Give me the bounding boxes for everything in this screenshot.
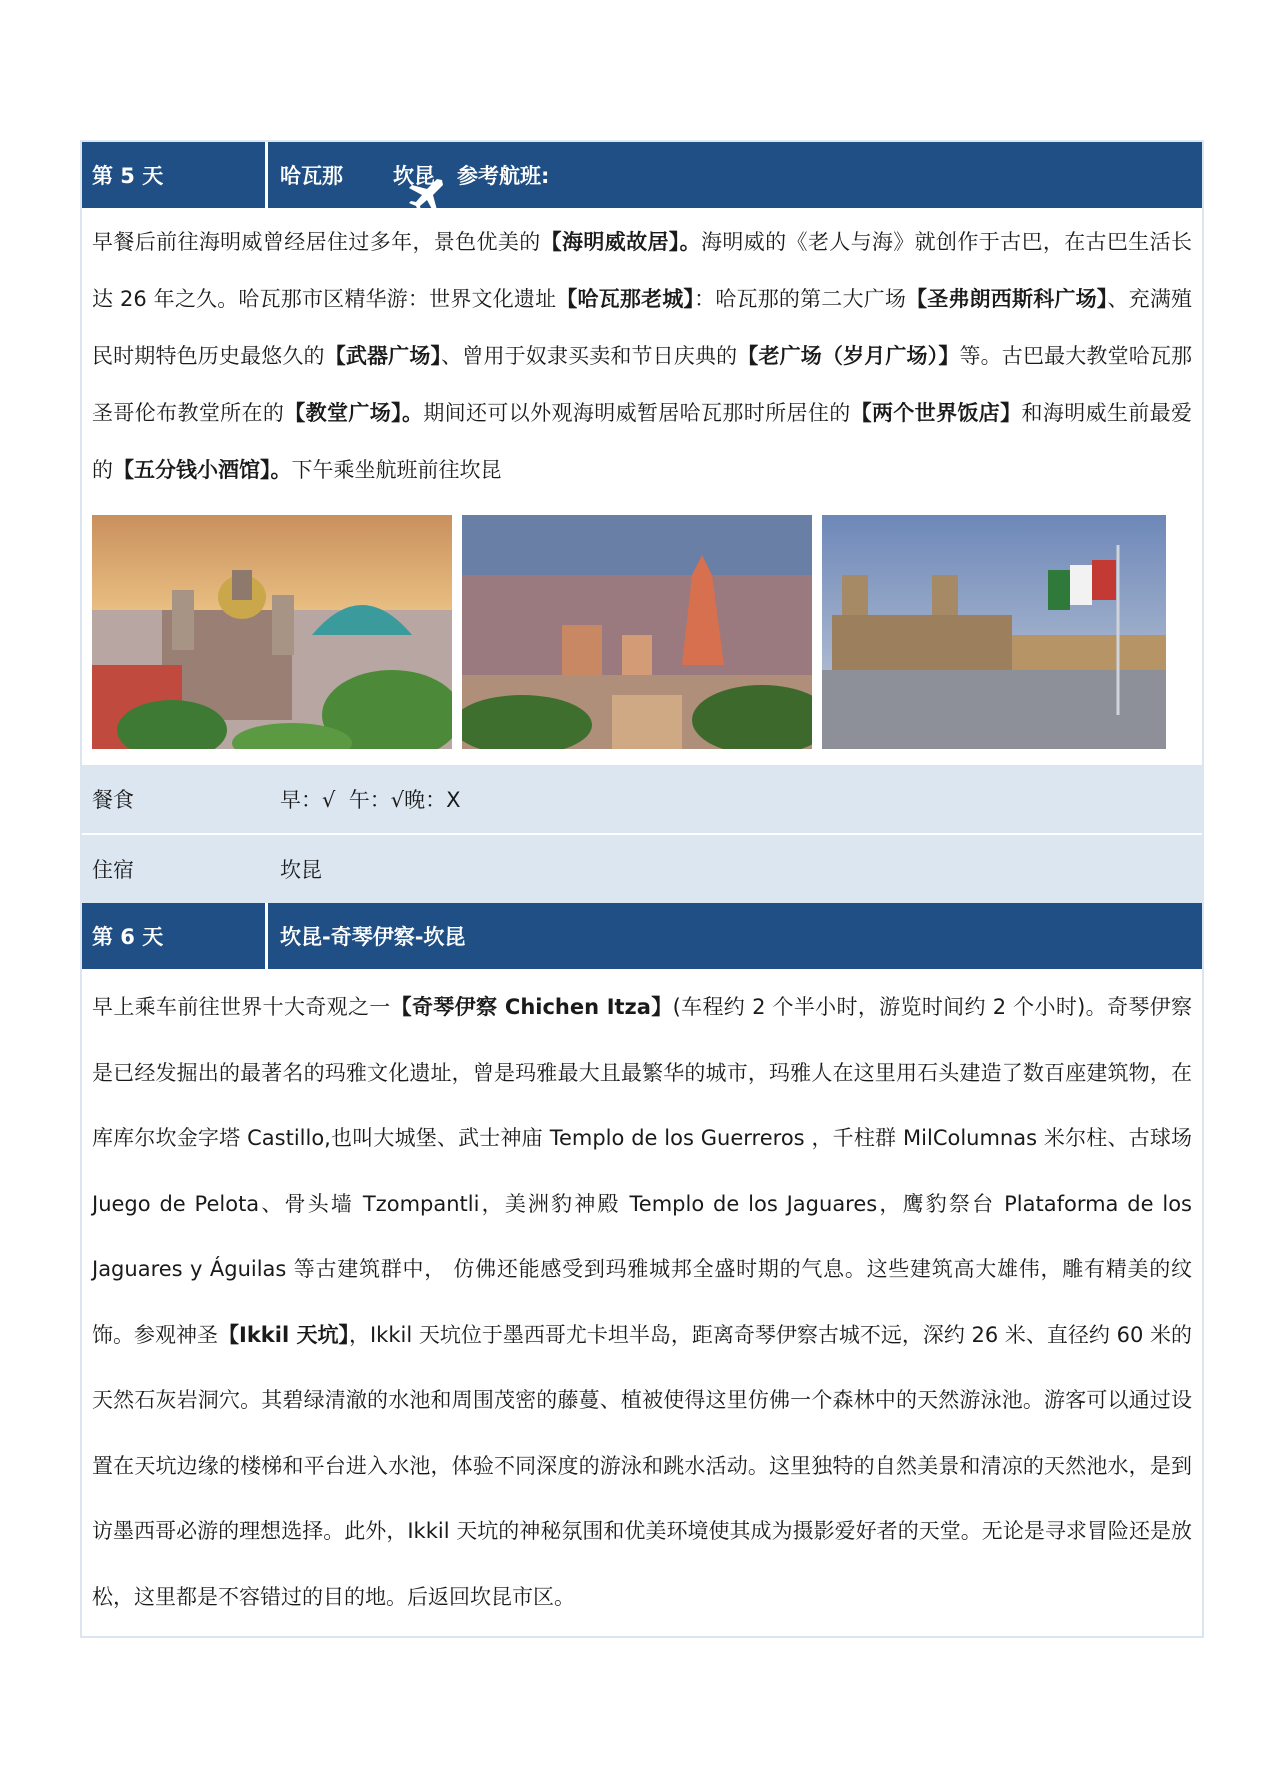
- airplane-icon: [347, 152, 387, 192]
- day5-description: [82, 208, 1202, 509]
- highlight-text: 【两个世界饭店】: [850, 401, 1022, 425]
- photo-basilica: [92, 515, 452, 749]
- body-text: ：哈瓦那的第二大广场: [694, 287, 907, 311]
- itinerary-table: [80, 140, 1204, 1638]
- body-text: 期间还可以外观海明威暂居哈瓦那时所居住的: [423, 401, 851, 425]
- highlight-text: 【武器广场】: [324, 344, 442, 368]
- hotel-label: 住宿: [92, 858, 134, 882]
- body-text: 等。古巴最大教堂哈瓦那圣哥伦布教堂所在的: [92, 344, 1193, 425]
- body-text: 下午乘坐航班前往坎昆: [291, 458, 502, 482]
- day6-label: 第 6 天: [82, 903, 268, 969]
- highlight-text: 【奇琴伊察 Chichen Itza】: [390, 995, 673, 1019]
- body-text: ，Ikkil 天坑位于墨西哥尤卡坦半岛，距离奇琴伊察古城不远，深约 26 米、直径约 60 米的天然石灰岩洞穴。其碧绿清澈的水池和周围茂密的藤蔓、植被使得这里仿佛一个森林中的天然游泳池。游客可以通过设置在天坑边缘的楼梯和平台进入水池，体验不同深度的游泳和跳水活动。这里独特的自然美景和清凉的天然池水，是到访墨西哥必游的理想选择。此外，Ikkil 天坑的神秘氛围和优美环境使其成为摄影爱好者的天堂。无论是寻求冒险还是放松，这里都是不容错过的目的地。后返回坎昆市区。: [92, 1322, 1193, 1609]
- day5-hotel-row: [82, 833, 1202, 903]
- photo-strip: [82, 509, 1202, 763]
- flight-reference: 参考航班:: [457, 164, 550, 188]
- highlight-text: 【圣弗朗西斯科广场】: [906, 287, 1108, 311]
- body-text: 和海明威生前最爱的: [92, 401, 1193, 482]
- highlight-text: 【哈瓦那老城】: [556, 287, 695, 311]
- day6-header: [82, 903, 1202, 969]
- day5-label: 第 5 天: [82, 142, 268, 208]
- body-text: 海明威的《老人与海》就创作于古巴，在古巴生活长达 26 年之久。哈瓦那市区精华游：世界文化遗址: [92, 230, 1193, 311]
- highlight-text: 【教堂广场】。: [284, 401, 424, 425]
- day5-meals-row: [82, 763, 1202, 833]
- body-text: (车程约 2 个半小时，游览时间约 2 个小时)。奇琴伊察是已经发掘出的最著名的玛雅文化遗址，曾是玛雅最大且最繁华的城市，玛雅人在这里用石头建造了数百座建筑物，在库库尔坎金字塔 Castillo,也叫大城堡、武士神庙 Templo de los Guerreros ，千柱群 MilColumnas 米尔柱、古球场 Juego de Pelota、骨头墙 Tzompantli，美洲豹神殿 Templo de los Jaguares，鹰豹祭台 Plataforma de los Jaguares y Águilas 等古建筑群中， 仿佛还能感受到玛雅城邦全盛时期的气息。这些建筑高大雄伟，雕有精美的纹饰。参观神圣: [92, 995, 1193, 1347]
- body-text: 早餐后前往海明威曾经居住过多年，景色优美的: [92, 230, 541, 254]
- highlight-text: 【老广场（岁月广场）】: [737, 344, 960, 368]
- day5-header: [82, 142, 1202, 208]
- route-from: 哈瓦那: [280, 164, 343, 188]
- body-text: 、曾用于奴隶买卖和节日庆典的: [441, 344, 738, 368]
- highlight-text: 【海明威故居】。: [540, 230, 702, 254]
- photo-san-miguel: [462, 515, 812, 749]
- route-to: 坎昆: [393, 164, 435, 188]
- highlight-text: 【五分钱小酒馆】。: [113, 458, 292, 482]
- photo-zocalo: [822, 515, 1166, 749]
- meals-value: 早：√ 午：√晚：X: [280, 788, 461, 812]
- body-text: 早上乘车前往世界十大奇观之一: [92, 995, 391, 1019]
- day5-route: [268, 142, 1202, 208]
- meals-label: 餐食: [92, 788, 134, 812]
- highlight-text: 【Ikkil 天坑】: [218, 1322, 349, 1347]
- day6-description: [82, 969, 1202, 1636]
- day6-route: 坎昆-奇琴伊察-坎昆: [280, 925, 466, 949]
- body-text: 、充满殖民时期特色历史最悠久的: [92, 287, 1193, 368]
- hotel-value: 坎昆: [280, 858, 322, 882]
